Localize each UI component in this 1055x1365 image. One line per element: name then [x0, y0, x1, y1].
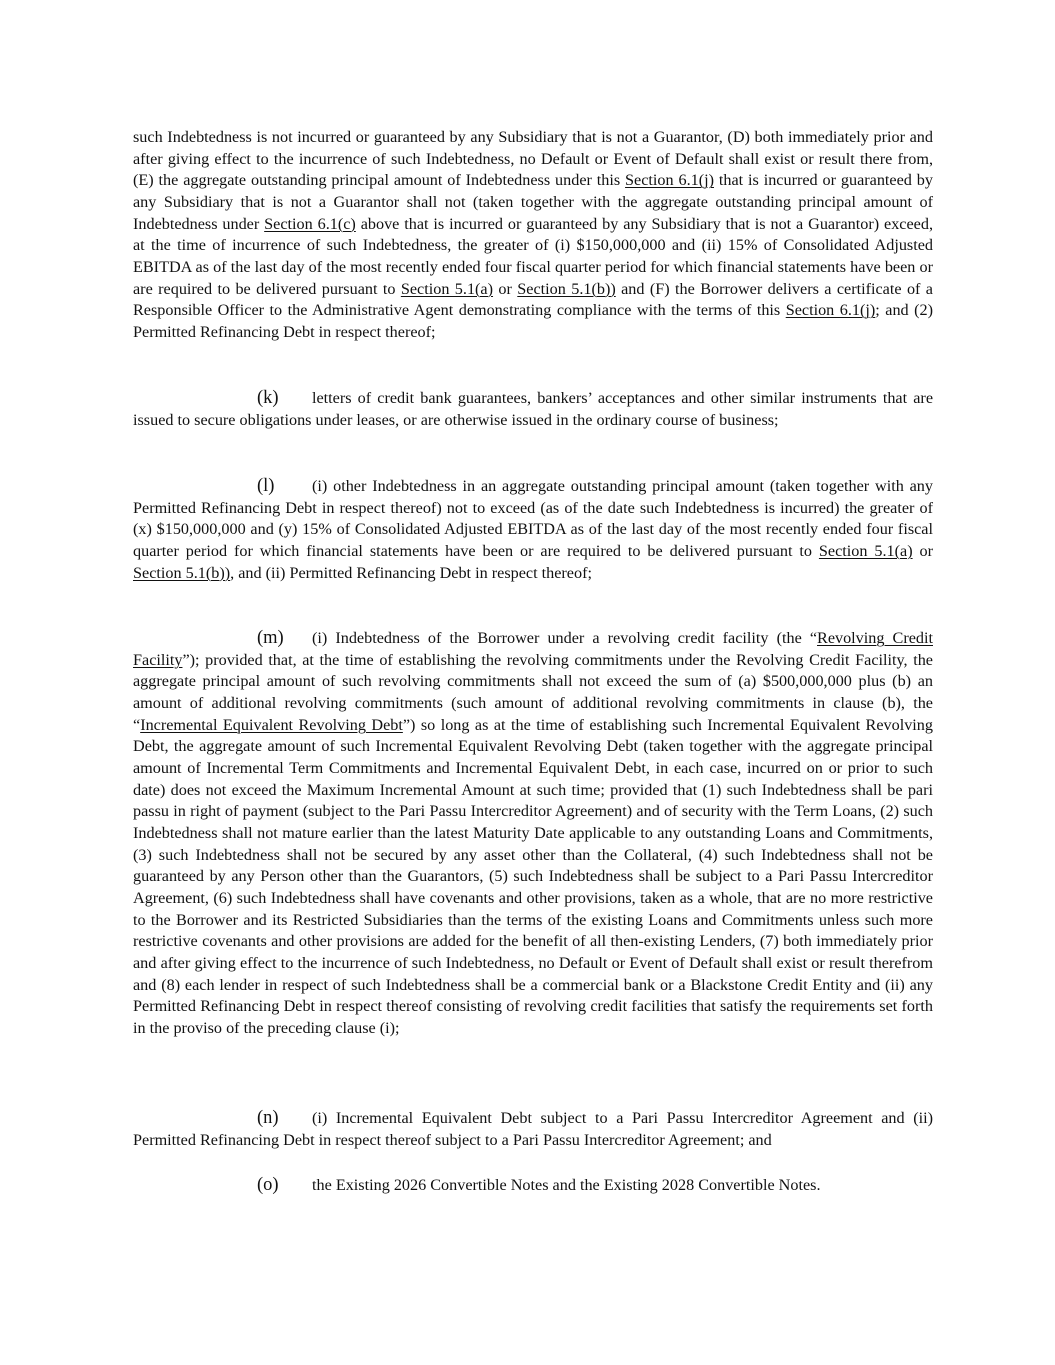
- defined-term: Incremental Equivalent Revolving Debt: [140, 715, 403, 734]
- text-span: above that is incurred or guaranteed by any Subsidiary that is not a Guarantor) exceed, at the time of incurrence of such Indebtedness, the greater of (i) $150,000,000 and (ii) 15% of Consolidated Adjusted EBITDA as of the last day of the most recently ended four fiscal quarter period for which financial statements have been or are required to be delivered pursuant to: [133, 214, 934, 298]
- text-span: ; and (2) Permitted Refinancing Debt in respect thereof;: [133, 301, 933, 341]
- text-span: ”) so long as at the time of establishing such Incremental Equivalent Revolving Debt, the aggregate amount of such Incremental Equivalent Revolving Debt (taken together with the aggregate principal amount of Incremental Term Commitments and Incremental Equivalent Debt, in each case, incurred on or prior to such date) does not exceed the Maximum Incremental Amount at such time; provided that (1) such Indebtedness shall be pari passu in right of payment (subject to the Pari Passu Intercreditor Agreement) and of security with the Term Loans, (2) such Indebtedness shall not mature earlier than the latest Maturity Date applicable to any outstanding Loans and Commitments, (3) such Indebtedness shall not be secured by any asset other than the Collateral, (4) such Indebtedness shall not be guaranteed by any Person other than the Guarantors, (5) such Indebtedness shall be subject to a Pari Passu Intercreditor Agreement, (6) such Indebtedness shall have covenants and other provisions, taken as a whole, that are no more restrictive to the Borrower and its Restricted Subsidiaries than the terms of the existing Loans and Commitments unless such more restrictive covenants and other provisions are added for the benefit of all then-existing Lenders, (7) both immediately prior and after giving effect to the incurrence of such Indebtedness, no Default or Event of Default shall exist or result therefrom and (8) each lender in respect of such Indebtedness shall be a commercial bank or a Blackstone Credit Entity and (ii) any Permitted Refinancing Debt in respect thereof consisting of revolving credit facilities that satisfy the requirements set forth in the proviso of the preceding clause (i);: [133, 715, 933, 1037]
- text-span: (i) Indebtedness of the Borrower under a revolving credit facility (the “: [312, 629, 818, 647]
- section-reference: Section 5.1(a): [400, 279, 494, 298]
- text-span: , and (ii) Permitted Refinancing Debt in respect thereof;: [230, 563, 592, 582]
- clause-label: (n): [257, 1108, 279, 1128]
- text-span: such Indebtedness is not incurred or guaranteed by any Subsidiary that is not a Guarantor, (D) both immediately prior and after giving effect to the incurrence of such Indebtedness, no Default or Event of Default shall exist or result there from, (E) the aggregate outstanding principal amount of Indebtedness under this: [133, 128, 933, 190]
- section-reference: Section 6.1(j): [625, 171, 714, 190]
- paragraph-k: [133, 388, 933, 431]
- text-span: ”); provided that, at the time of establishing the revolving commitments under the Revolving Credit Facility, the aggregate principal amount of such revolving commitments shall not exceed the sum of (a) $500,000,000 plus (b) an amount of additional revolving commitments (such amount of additional revolving commitments in clause (b), the “: [133, 650, 933, 734]
- paragraph-m: [133, 628, 933, 1039]
- text-span: the Existing 2026 Convertible Notes and the Existing 2028 Convertible Notes.: [312, 1176, 821, 1194]
- text-span: or: [493, 279, 518, 298]
- section-reference: Section 6.1(j): [785, 301, 876, 320]
- clause-label: (o): [257, 1175, 279, 1195]
- text-span: (i) Incremental Equivalent Debt subject to a Pari Passu Intercreditor Agreement and (ii) Permitted Refinancing Debt in respect thereof subject to a Pari Passu Intercreditor Agreement; and: [133, 1109, 933, 1149]
- paragraph-n: [133, 1108, 933, 1151]
- clause-label: (m): [257, 628, 284, 648]
- clause-label: (l): [257, 476, 275, 496]
- defined-term: Revolving Credit Facility: [133, 629, 933, 669]
- text-span: letters of credit bank guarantees, bankers’ acceptances and other similar instruments that are issued to secure obligations under leases, or are otherwise issued in the ordinary course of business;: [133, 389, 933, 429]
- text-span: (i) other Indebtedness in an aggregate outstanding principal amount (taken together with any Permitted Refinancing Debt in respect thereof) not to exceed (as of the date such Indebtedness is incurred) the greater of (x) $150,000,000 and (y) 15% of Consolidated Adjusted EBITDA as of the last day of the most recently ended four fiscal quarter period for which financial statements have been or are required to be delivered pursuant to: [133, 477, 933, 560]
- section-reference: Section 6.1(c): [264, 214, 356, 233]
- paragraph-l: [133, 476, 933, 584]
- clause-label: (k): [257, 388, 279, 408]
- text-span: or: [912, 541, 933, 560]
- text-span: and (F) the Borrower delivers a certificate of a Responsible Officer to the Administrative Agent demonstrating compliance with the terms of this: [133, 279, 933, 320]
- paragraph-j-continuation: [133, 127, 933, 344]
- section-reference: Section 5.1(b)): [517, 279, 616, 298]
- paragraph-o: [133, 1175, 933, 1197]
- section-reference: Section 5.1(a): [818, 541, 913, 560]
- section-reference: Section 5.1(b)): [133, 563, 231, 582]
- text-span: that is incurred or guaranteed by any Subsidiary that is not a Guarantor shall not (taken together with the aggregate outstanding principal amount of Indebtedness under: [133, 171, 933, 233]
